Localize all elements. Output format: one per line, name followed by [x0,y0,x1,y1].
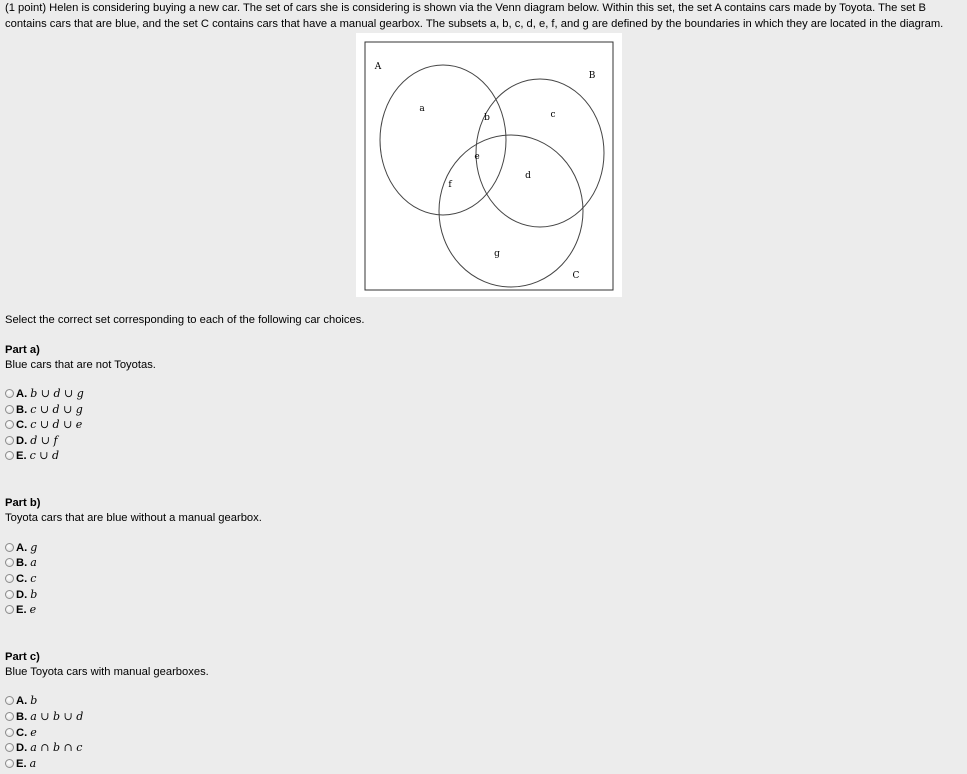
radio-button[interactable] [5,574,14,583]
problem-intro: (1 point) Helen is considering buying a new car. The set of cars she is considering is shown via the Venn diagram below. Within this set, the set A contains cars made by Toyota. The set B contains cars that are blue, and the set C contains cars that have a manual gearbox. The subsets a, b, c, d, e, f, and g are defined by the boundaries in which they are located in the diagram. [5,2,944,30]
radio-button[interactable] [5,389,14,398]
circle-A [380,65,506,215]
radio-button[interactable] [5,728,14,737]
part-c-question: Blue Toyota cars with manual gearboxes. [5,666,209,678]
part-c-option-a[interactable]: A. b [5,693,37,708]
part-b-option-e[interactable]: E. e [5,602,36,617]
radio-button[interactable] [5,405,14,414]
radio-button[interactable] [5,420,14,429]
radio-button[interactable] [5,712,14,721]
part-b-title: Part b) [5,497,41,509]
radio-button[interactable] [5,543,14,552]
part-c-option-d[interactable]: D. a ∩ b ∩ c [5,740,82,755]
part-a-question: Blue cars that are not Toyotas. [5,359,156,371]
region-label-d: d [525,171,531,181]
region-label-b: b [484,113,490,123]
set-label-C: C [572,271,580,281]
part-c-option-b[interactable]: B. a ∪ b ∪ d [5,709,83,724]
part-a-title: Part a) [5,344,40,356]
radio-button[interactable] [5,605,14,614]
radio-button[interactable] [5,590,14,599]
part-b-option-b[interactable]: B. a [5,555,37,570]
part-b-option-c[interactable]: C. c [5,571,36,586]
set-label-B: B [588,71,596,81]
region-label-a: a [419,104,425,114]
part-b-option-d[interactable]: D. b [5,587,37,602]
part-b-option-a[interactable]: A. g [5,540,37,555]
instruction-text: Select the correct set corresponding to each of the following car choices. [5,314,365,326]
part-a-option-e[interactable]: E. c ∪ d [5,448,59,463]
radio-button[interactable] [5,696,14,705]
part-c-title: Part c) [5,651,40,663]
part-a-option-b[interactable]: B. c ∪ d ∪ g [5,402,83,417]
part-c-option-e[interactable]: E. a [5,756,36,771]
region-label-c: c [550,110,556,120]
radio-button[interactable] [5,451,14,460]
region-label-g: g [494,249,500,259]
radio-button[interactable] [5,558,14,567]
part-a-option-a[interactable]: A. b ∪ d ∪ g [5,386,84,401]
radio-button[interactable] [5,436,14,445]
part-b-question: Toyota cars that are blue without a manual gearbox. [5,512,262,524]
universal-set-box [365,42,613,290]
circle-C [439,135,583,287]
radio-button[interactable] [5,743,14,752]
radio-button[interactable] [5,759,14,768]
region-label-e: e [474,152,480,162]
set-label-A: A [374,62,382,72]
part-a-option-c[interactable]: C. c ∪ d ∪ e [5,417,82,432]
venn-diagram [356,33,622,297]
region-label-f: f [448,180,452,190]
part-c-option-c[interactable]: C. e [5,725,37,740]
circle-B [476,79,604,227]
part-a-option-d[interactable]: D. d ∪ f [5,433,58,448]
